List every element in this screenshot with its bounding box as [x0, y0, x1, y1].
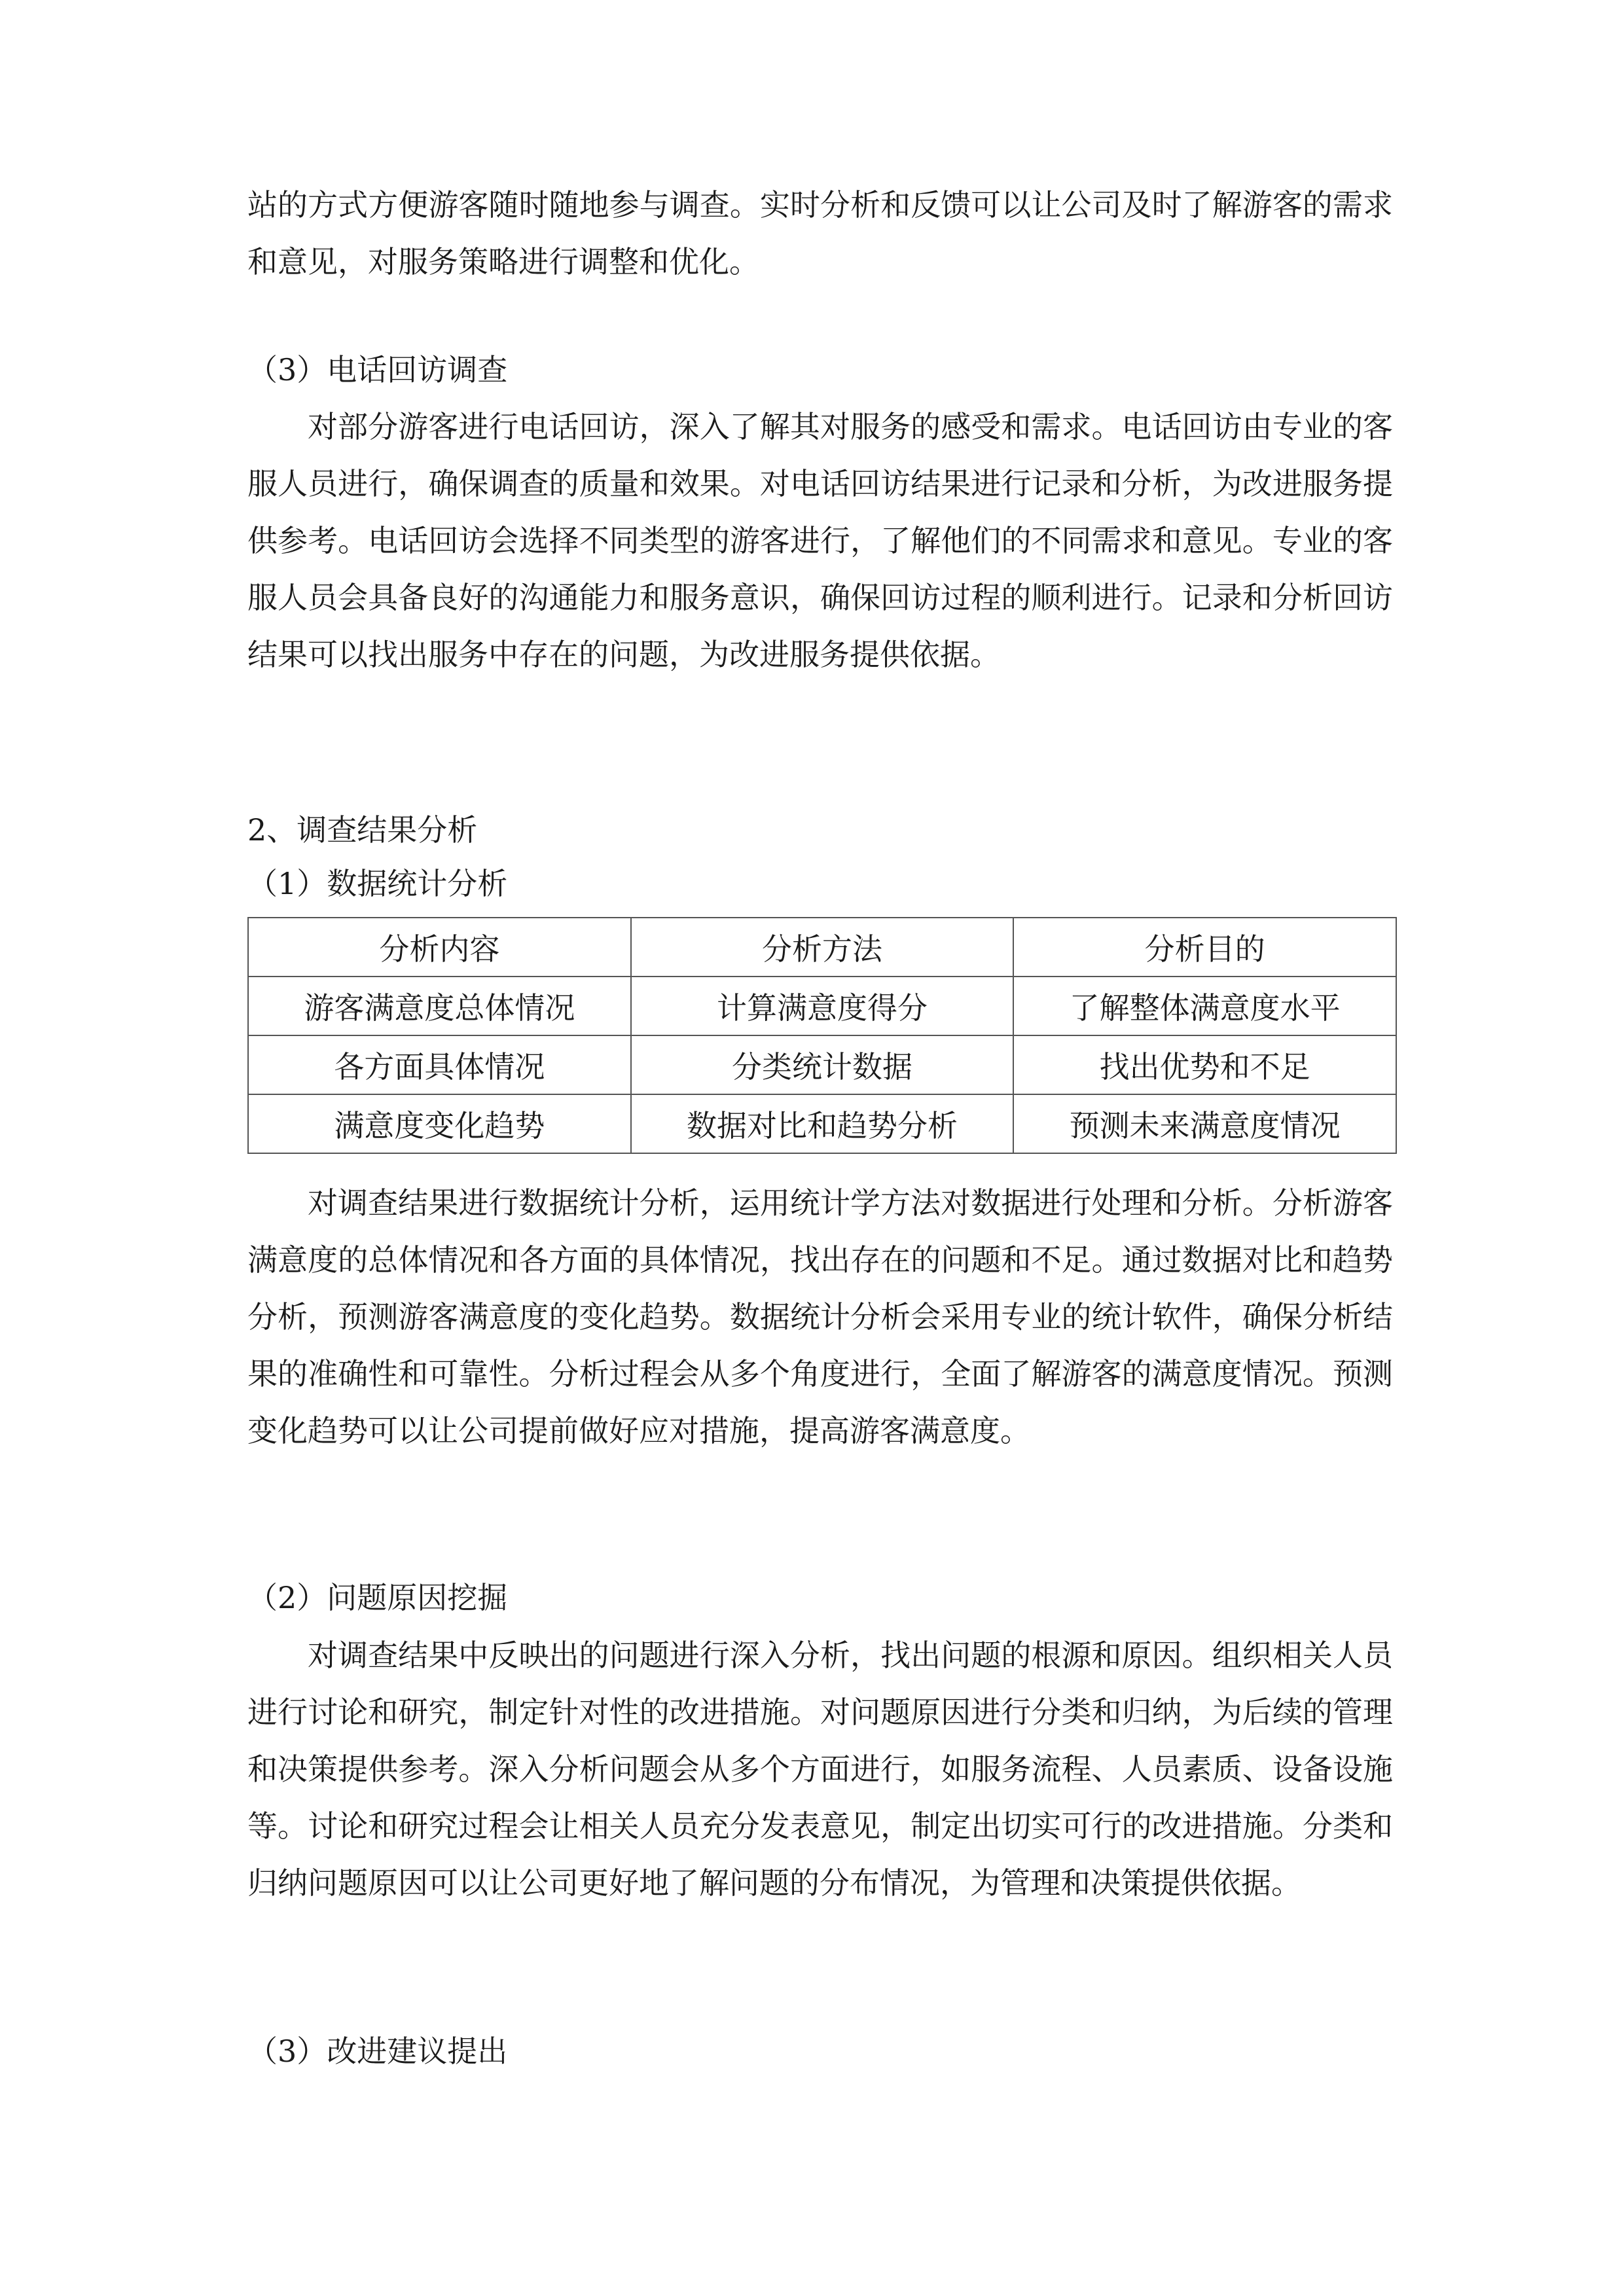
table-header-row — [248, 918, 1396, 977]
heading-problem-causes — [247, 1570, 1393, 1626]
table-cell: 预测未来满意度情况 — [1013, 1094, 1396, 1153]
paragraph-text: 对调查结果中反映出的问题进行深入分析，找出问题的根源和原因。组织相关人员进行讨论和研究，制定针对性的改进措施。对问题原因进行分类和归纳，为后续的管理和决策提供参考。深入分析问题会从多个方面进行，如服务流程、人员素质、设备设施等。讨论和研究过程会让相关人员充分发表意见，制定出切实可行的改进措施。分类和归纳问题原因可以让公司更好地了解问题的分布情况，为管理和决策提供依据。 — [247, 1638, 1393, 1901]
table-cell: 数据对比和趋势分析 — [631, 1094, 1014, 1153]
table-cell: 游客满意度总体情况 — [248, 977, 631, 1035]
paragraph-phone-survey — [247, 399, 1393, 683]
paragraph-text: 对调查结果进行数据统计分析，运用统计学方法对数据进行处理和分析。分析游客满意度的总体情况和各方面的具体情况，找出存在的问题和不足。通过数据对比和趋势分析，预测游客满意度的变化趋势。数据统计分析会采用专业的统计软件，确保分析结果的准确性和可靠性。分析过程会从多个角度进行，全面了解游客的满意度情况。预测变化趋势可以让公司提前做好应对措施，提高游客满意度。 — [247, 1185, 1393, 1448]
paragraph-text: 站的方式方便游客随时随地参与调查。实时分析和反馈可以让公司及时了解游客的需求和意见，对服务策略进行调整和优化。 — [247, 187, 1393, 279]
table-cell: 计算满意度得分 — [631, 977, 1014, 1035]
table-cell: 满意度变化趋势 — [248, 1094, 631, 1153]
paragraph-text: 对部分游客进行电话回访，深入了解其对服务的感受和需求。电话回访由专业的客服人员进行，确保调查的质量和效果。对电话回访结果进行记录和分析，为改进服务提供参考。电话回访会选择不同类型的游客进行，了解他们的不同需求和意见。专业的客服人员会具备良好的沟通能力和服务意识，确保回访过程的顺利进行。记录和分析回访结果可以找出服务中存在的问题，为改进服务提供依据。 — [247, 409, 1393, 672]
table-header-cell: 分析内容 — [248, 918, 631, 977]
table-cell: 找出优势和不足 — [1013, 1035, 1396, 1094]
table-row — [248, 1035, 1396, 1094]
paragraph-problem-causes — [247, 1627, 1393, 1912]
paragraph-statistical-analysis — [247, 1175, 1393, 1460]
heading-text: （1）数据统计分析 — [247, 866, 508, 901]
table-cell: 分类统计数据 — [631, 1035, 1014, 1094]
heading-result-analysis — [247, 802, 1393, 859]
heading-text: （2）问题原因挖掘 — [247, 1580, 508, 1615]
heading-text: 2、调查结果分析 — [247, 812, 478, 848]
heading-phone-survey — [247, 342, 1393, 399]
table-cell: 了解整体满意度水平 — [1013, 977, 1396, 1035]
table-row — [248, 977, 1396, 1035]
analysis-table — [247, 917, 1397, 1154]
paragraph-online-survey-continued — [247, 177, 1393, 291]
heading-improvement-suggestions — [247, 2023, 1393, 2080]
table-header-cell: 分析目的 — [1013, 918, 1396, 977]
table-cell: 各方面具体情况 — [248, 1035, 631, 1094]
heading-text: （3）电话回访调查 — [247, 352, 508, 387]
heading-text: （3）改进建议提出 — [247, 2034, 508, 2069]
table-row — [248, 1094, 1396, 1153]
heading-statistical-analysis — [247, 855, 1393, 912]
table-header-cell: 分析方法 — [631, 918, 1014, 977]
